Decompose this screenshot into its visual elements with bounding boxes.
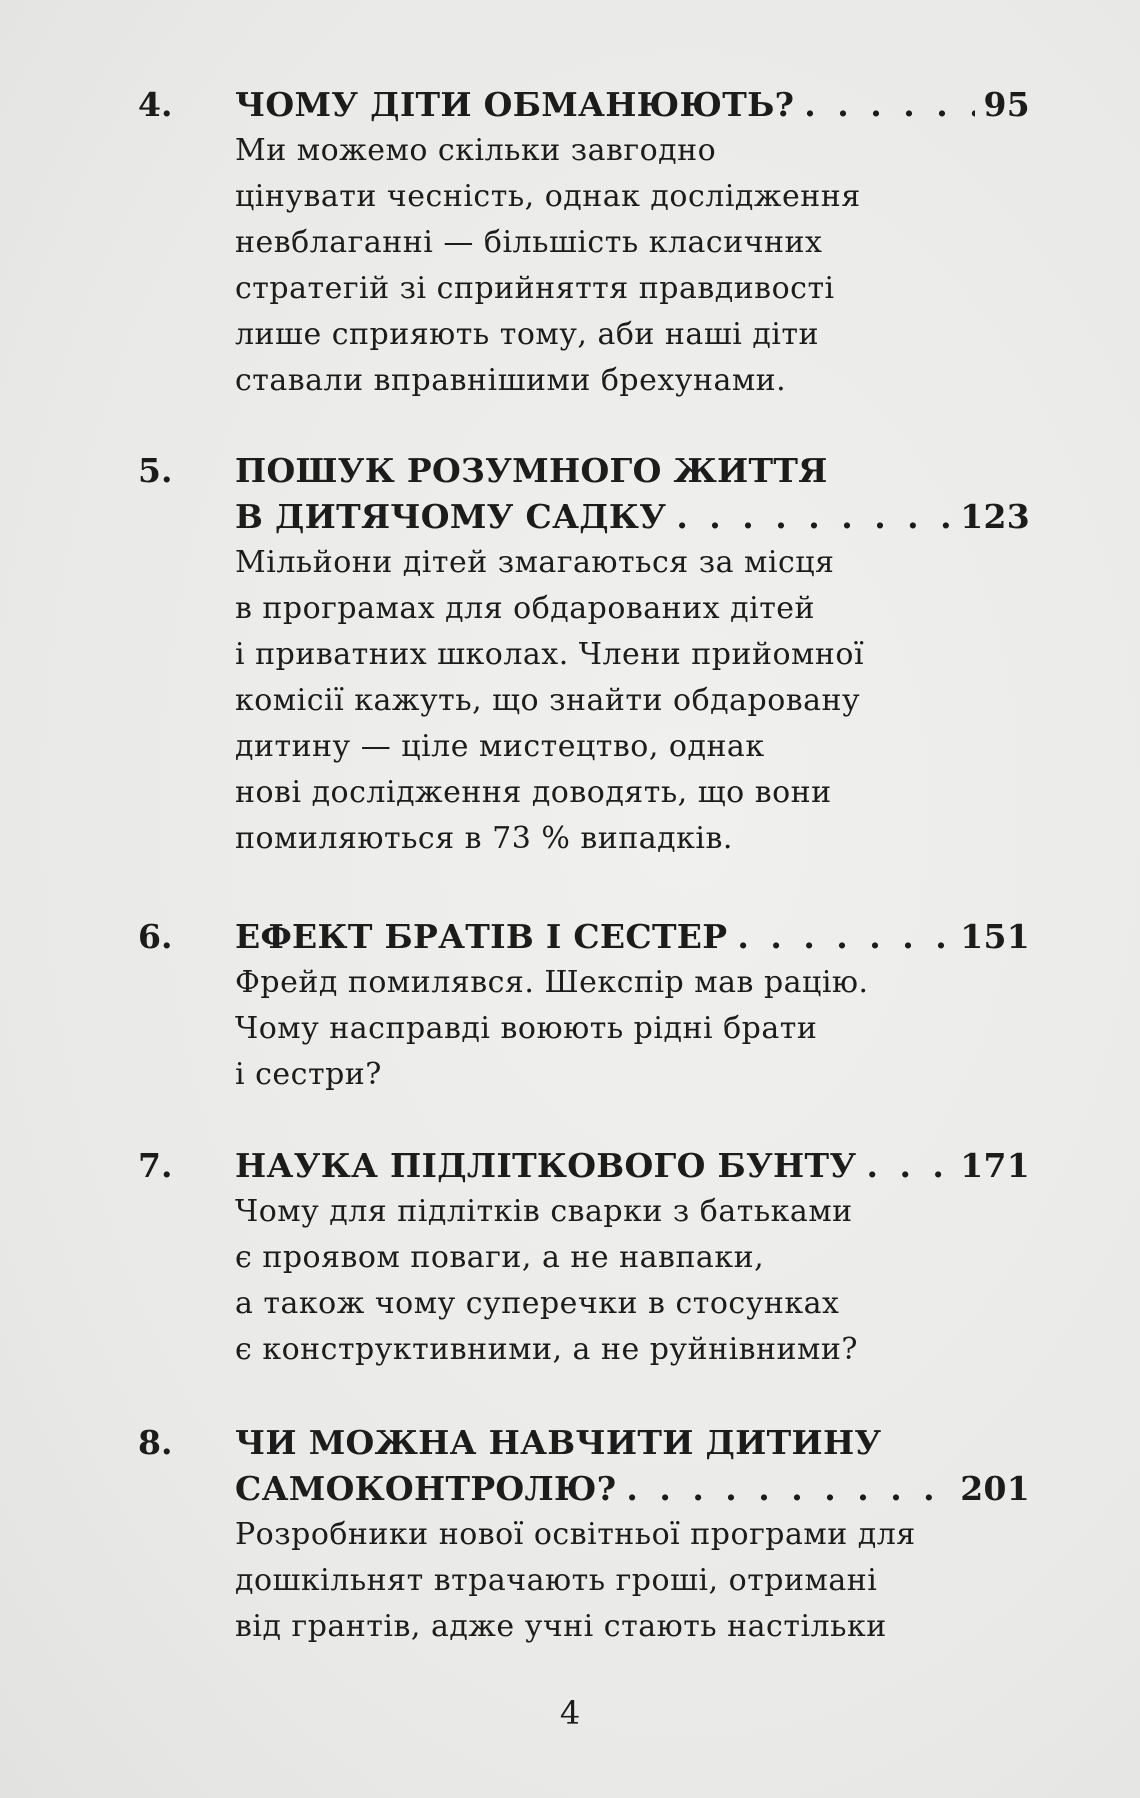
entry-description <box>235 540 1030 862</box>
description-line: і сестри? <box>235 1057 382 1092</box>
entry-title-line <box>235 494 1030 540</box>
entry-page-number: 171 <box>960 1146 1030 1185</box>
description-line: від грантів, адже учні стають настільки <box>235 1609 887 1644</box>
description-line: в програмах для обдарованих дітей <box>235 591 816 626</box>
description-line: а також чому суперечки в стосунках <box>235 1286 840 1321</box>
leader-dots <box>626 1466 952 1512</box>
entry-page-number: 151 <box>960 917 1030 956</box>
entry-title: ПОШУК РОЗУМНОГО ЖИТТЯ <box>235 451 828 490</box>
entry-title-line <box>235 82 1030 128</box>
entry-title: ЧИ МОЖНА НАВЧИТИ ДИТИНУ <box>235 1423 882 1462</box>
description-line: Чому насправді воюють рідні брати <box>235 1011 818 1046</box>
entry-title-line <box>235 448 1030 494</box>
leader-dots <box>804 82 975 128</box>
entry-description <box>235 128 1030 404</box>
page-number: 4 <box>559 1694 581 1732</box>
description-line: цінувати чесність, однак дослідження <box>235 179 861 214</box>
entry-title: ЕФЕКТ БРАТІВ І СЕСТЕР <box>235 917 728 956</box>
entry-number: 6. <box>138 917 173 956</box>
description-line: є проявом поваги, а не навпаки, <box>235 1240 765 1275</box>
entry-page-number: 95 <box>983 85 1030 124</box>
description-line: Фрейд помилявся. Шекспір мав рацію. <box>235 965 869 1000</box>
entry-description <box>235 1189 1030 1373</box>
entry-title: НАУКА ПІДЛІТКОВОГО БУНТУ <box>235 1146 857 1185</box>
description-line: Ми можемо скільки завгодно <box>235 133 717 168</box>
entry-page-number: 201 <box>960 1469 1030 1508</box>
entry-title: ЧОМУ ДІТИ ОБМАНЮЮТЬ? <box>235 85 795 124</box>
entry-title-line <box>235 1420 1030 1466</box>
description-line: нові дослідження доводять, що вони <box>235 775 832 810</box>
description-line: ставали вправнішими брехунами. <box>235 363 787 398</box>
description-line: невблаганні — більшість класичних <box>235 225 823 260</box>
leader-dots <box>676 494 952 540</box>
entry-description <box>235 960 1030 1098</box>
entry-description <box>235 1512 1030 1650</box>
leader-dots <box>866 1143 952 1189</box>
entry-title-line <box>235 1143 1030 1189</box>
entry-number: 5. <box>138 451 173 490</box>
description-line: дошкільнят втрачають гроші, отримані <box>235 1563 878 1598</box>
entry-title-line <box>235 914 1030 960</box>
entry-number: 8. <box>138 1423 173 1462</box>
description-line: стратегій зі сприйняття правдивості <box>235 271 835 306</box>
description-line: Мільйони дітей змагаються за місця <box>235 545 835 580</box>
description-line: є конструктивними, а не руйнівними? <box>235 1332 858 1367</box>
description-line: Розробники нової освітньої програми для <box>235 1517 916 1552</box>
description-line: дитину — ціле мистецтво, однак <box>235 729 765 764</box>
description-line: помиляються в 73 % випадків. <box>235 821 733 856</box>
description-line: комісії кажуть, що знайти обдаровану <box>235 683 861 718</box>
entry-title-line <box>235 1466 1030 1512</box>
description-line: і приватних школах. Члени прийомної <box>235 637 865 672</box>
entry-number: 7. <box>138 1146 173 1185</box>
leader-dots <box>737 914 952 960</box>
entry-number: 4. <box>138 85 173 124</box>
description-line: лише сприяють тому, аби наші діти <box>235 317 819 352</box>
entry-page-number: 123 <box>960 497 1030 536</box>
entry-title: САМОКОНТРОЛЮ? <box>235 1469 617 1508</box>
entry-title: В ДИТЯЧОМУ САДКУ <box>235 497 667 536</box>
description-line: Чому для підлітків сварки з батьками <box>235 1194 853 1229</box>
